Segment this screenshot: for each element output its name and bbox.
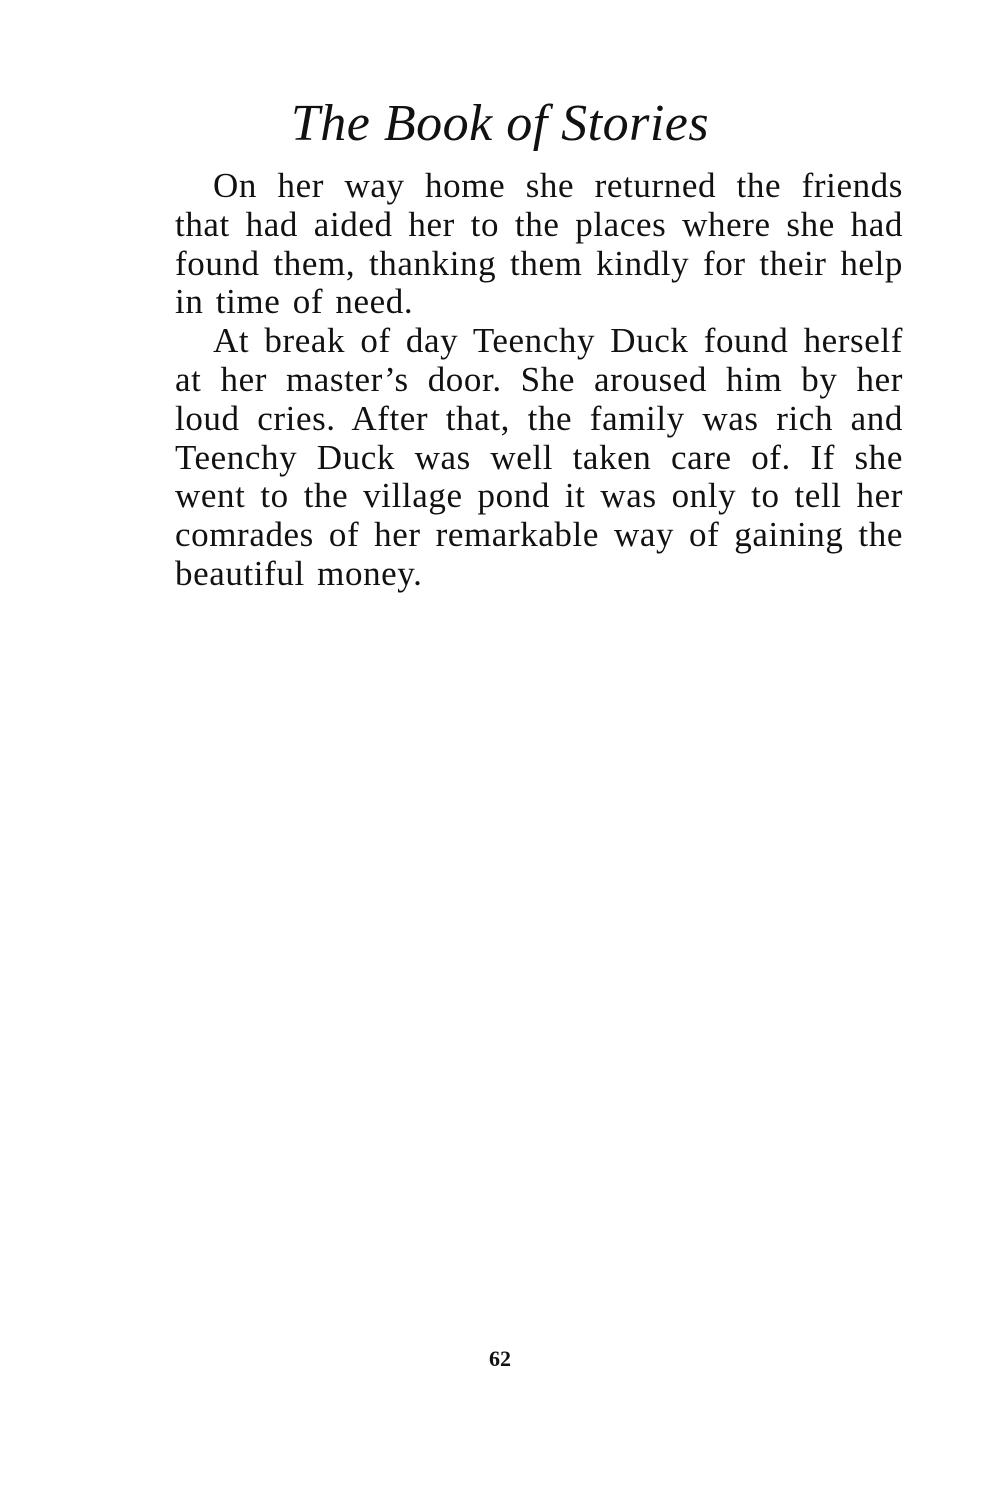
paragraph: At break of day Teenchy Duck found herself at her master’s door. She aroused him by her loud cries. After that, the family was rich and Teenchy Duck was well taken care of. If she went to the village pond it was only to tell her comrades of her remarkable way of gaining the beautiful money. (175, 321, 903, 593)
paragraph: On her way home she returned the friends that had aided her to the places where she had found them, thanking them kindly for their help in time of need. (175, 166, 903, 322)
page-title: The Book of Stories (290, 95, 710, 152)
page-number: 62 (489, 1346, 511, 1371)
body-text (175, 167, 903, 594)
